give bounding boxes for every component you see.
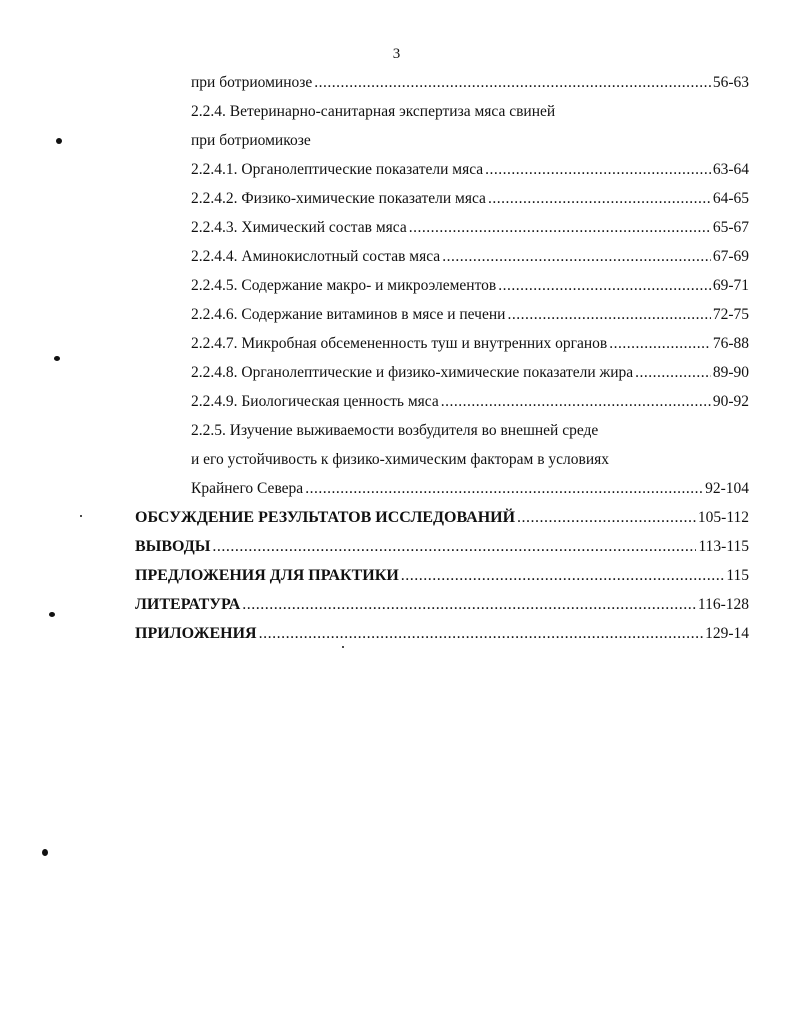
toc-entry-title: 2.2.4.9. Биологическая ценность мяса — [191, 393, 439, 410]
page-number: 3 — [392, 46, 401, 62]
dot-leader — [212, 537, 696, 557]
scan-speck — [56, 138, 62, 144]
toc-entry-title: 2.2.4.5. Содержание макро- и микроэлементов — [191, 277, 497, 294]
toc-entry-page: 89-90 — [712, 364, 749, 381]
toc-entry-title: 2.2.4.7. Микробная обсемененность туш и внутренних органов — [191, 335, 608, 352]
dot-leader — [259, 624, 704, 644]
scan-speck — [42, 849, 48, 856]
toc-section — [135, 624, 749, 644]
toc-section-page: 105-112 — [697, 509, 749, 526]
toc-entry — [191, 160, 749, 180]
toc-entry — [191, 276, 749, 296]
toc-entry-title: 2.2.4.3. Химический состав мяса — [191, 219, 407, 236]
dot-leader — [609, 334, 711, 354]
toc-entry-title: 2.2.5. Изучение выживаемости возбудителя во внешней среде — [191, 422, 599, 439]
dot-leader — [242, 595, 696, 615]
toc-section-page: 115 — [726, 567, 749, 584]
toc-entry — [191, 102, 749, 122]
toc-entry — [191, 305, 749, 325]
dot-leader — [314, 73, 711, 93]
toc-entry-title: 2.2.4.2. Физико-химические показатели мяса — [191, 190, 486, 207]
toc-section-page: 113-115 — [698, 538, 749, 555]
toc-section-title: ОБСУЖДЕНИЕ РЕЗУЛЬТАТОВ ИССЛЕДОВАНИЙ — [135, 509, 516, 526]
dot-leader — [305, 479, 703, 499]
toc-entry-title: при ботриомикозе — [191, 132, 311, 149]
dot-leader — [442, 247, 711, 267]
toc-section — [135, 595, 749, 615]
toc-section-title: ЛИТЕРАТУРА — [135, 596, 241, 613]
toc-entry — [191, 247, 749, 267]
toc-entry-page: 76-88 — [712, 335, 749, 352]
dot-leader — [409, 218, 711, 238]
toc-entry — [191, 450, 749, 470]
toc-section-title: ВЫВОДЫ — [135, 538, 211, 555]
toc-entry-page: 69-71 — [712, 277, 749, 294]
toc-section — [135, 508, 749, 528]
toc-entry-title: Крайнего Севера — [191, 480, 304, 497]
toc-entry-page: 67-69 — [712, 248, 749, 265]
dot-leader — [485, 160, 711, 180]
toc-entry — [191, 479, 749, 499]
scan-speck — [49, 612, 55, 617]
toc-entry — [191, 189, 749, 209]
toc-entry-title: и его устойчивость к физико-химическим факторам в условиях — [191, 451, 610, 468]
dot-leader — [488, 189, 711, 209]
toc-entry-page: 92-104 — [705, 480, 749, 497]
toc-entry-page: 65-67 — [712, 219, 749, 236]
toc-section — [135, 537, 749, 557]
toc-entry-page: 63-64 — [712, 161, 749, 178]
toc-entry — [191, 334, 749, 354]
toc-entry-page: 90-92 — [712, 393, 749, 410]
dot-leader — [635, 363, 711, 383]
scan-speck — [54, 356, 60, 361]
toc-entry-title: при ботриоминозе — [191, 74, 313, 91]
dot-leader — [507, 305, 710, 325]
toc-entry-title: 2.2.4.6. Содержание витаминов в мясе и печени — [191, 306, 506, 323]
toc-entry — [191, 363, 749, 383]
toc-entry — [191, 392, 749, 412]
scan-speck — [80, 515, 82, 517]
scan-speck — [342, 646, 344, 648]
toc-section — [135, 566, 749, 586]
toc-entry-title: 2.2.4.4. Аминокислотный состав мяса — [191, 248, 441, 265]
toc-section-page: 116-128 — [697, 596, 749, 613]
toc-entry-title: 2.2.4.8. Органолептические и физико-химические показатели жира — [191, 364, 634, 381]
toc-entry-title: 2.2.4. Ветеринарно-санитарная экспертиза мяса свиней — [191, 103, 556, 120]
toc-entry-page: 64-65 — [712, 190, 749, 207]
toc-section-page: 129-14 — [705, 625, 749, 642]
toc-entry-title: 2.2.4.1. Органолептические показатели мяса — [191, 161, 484, 178]
toc-entry — [191, 218, 749, 238]
toc-section-title: ПРЕДЛОЖЕНИЯ ДЛЯ ПРАКТИКИ — [135, 567, 399, 584]
dot-leader — [517, 508, 696, 528]
dot-leader — [401, 566, 725, 586]
toc-section-title: ПРИЛОЖЕНИЯ — [135, 625, 257, 642]
dot-leader — [498, 276, 711, 296]
toc-entry — [191, 131, 749, 151]
toc-entry-page: 56-63 — [712, 74, 749, 91]
toc-entry — [191, 421, 749, 441]
toc-entry — [191, 73, 749, 93]
dot-leader — [441, 392, 711, 412]
toc-entry-page: 72-75 — [712, 306, 749, 323]
